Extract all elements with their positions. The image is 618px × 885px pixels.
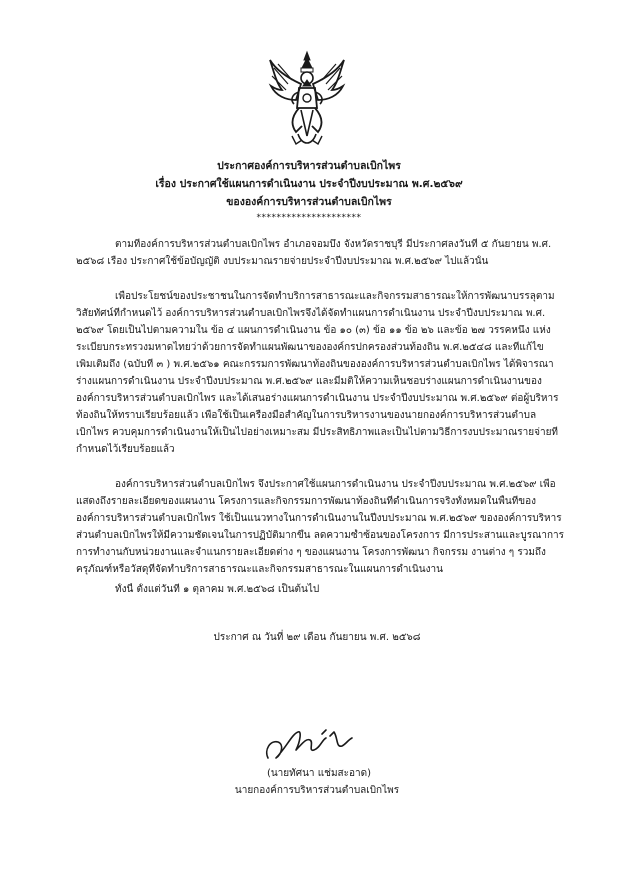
- paragraph-line: วิสัยทัศน์ที่กำหนดไว้ องค์การบริหารส่วนตำบลเบิกไพรจึงได้จัดทำแผนการดำเนินงาน ประจำปีงบประมาณ พ.ศ.: [76, 308, 546, 319]
- paragraph-line: ตามที่องค์การบริหารส่วนตำบลเบิกไพร อำเภอจอมบึง จังหวัดราชบุรี มีประกาศลงวันที่ ๕ กันยายน พ.ศ.: [115, 239, 552, 250]
- paragraph-line: องค์การบริหารส่วนตำบลเบิกไพร และได้เสนอร่างแผนการดำเนินงาน ประจำปีงบประมาณ พ.ศ.๒๕๖๙ ต่อผู้บริหาร: [76, 393, 559, 404]
- paragraph-line: ๒๕๖๙ โดยเป็นไปตามความใน ข้อ ๔ แผนการดำเนินงาน ข้อ ๑๐ (๓) ข้อ ๑๑ ข้อ ๒๖ และข้อ ๒๗ วรรคหนึ่ง แห่ง: [76, 325, 551, 336]
- paragraph-line: ครุภัณฑ์หรือวัสดุที่จัดทำบริการสาธารณะและกิจกรรมสาธารณะในแผนการดำเนินงาน: [76, 564, 443, 575]
- paragraph-line: องค์การบริหารส่วนตำบลเบิกไพร ใช้เป็นแนวทางในการดำเนินงานในปีงบประมาณ พ.ศ.๒๕๖๙ ขององค์การบริหาร: [76, 513, 562, 524]
- paragraph-line: เพื่อประโยชน์ของประชาชนในการจัดทำบริการสาธารณะและกิจกรรมสาธารณะให้การพัฒนาบรรลุตาม: [115, 291, 555, 302]
- paragraph-line: ร่างแผนการดำเนินงาน ประจำปีงบประมาณ พ.ศ.๒๕๖๙ และมีมติให้ความเห็นชอบร่างแผนการดำเนินงานของ: [76, 376, 542, 387]
- paragraph-line: แสดงถึงรายละเอียดของแผนงาน โครงการและกิจกรรมการพัฒนาท้องถิ่นที่ดำเนินการจริงทั้งหมดในพื้นที่ของ: [76, 496, 537, 507]
- paragraph-line: เบิกไพร ควบคุมการดำเนินงานให้เป็นไปอย่างเหมาะสม มีประสิทธิภาพและเป็นไปตามวิธีการงบประมาณรายจ่ายที่: [76, 427, 559, 438]
- handwritten-signature-icon: [262, 728, 357, 764]
- paragraph-line: กำหนดไว้เรียบร้อยแล้ว: [76, 444, 175, 455]
- document-subject: เรื่อง ประกาศใช้แผนการดำเนินงาน ประจำปีงบประมาณ พ.ศ.๒๕๖๙: [155, 178, 463, 190]
- separator-stars: *********************: [256, 213, 362, 223]
- paragraph-line: เพิ่มเติมถึง (ฉบับที่ ๓ ) พ.ศ.๒๕๖๑ คณะกรรมการพัฒนาท้องถิ่นขององค์การบริหารส่วนตำบลเบิกไพร ได้พิจารณา: [76, 359, 554, 370]
- paragraph-line: การทำงานกับหน่วยงานและจำแนกรายละเอียดต่าง ๆ ของแผนงาน โครงการพัฒนา กิจกรรม งานต่าง ๆ รวมถึง: [76, 547, 546, 558]
- paragraph-line: องค์การบริหารส่วนตำบลเบิกไพร จึงประกาศใช้แผนการดำเนินงาน ประจำปีงบประมาณ พ.ศ.๒๕๖๙ เพื่อ: [115, 479, 556, 490]
- signer-name: (นายทัศนา แช่มสะอาด): [266, 768, 372, 779]
- paragraph-line: ส่วนตำบลเบิกไพรให้มีความชัดเจนในการปฏิบัติมากขึ้น ลดความซ้ำซ้อนของโครงการ มีการประสานและบูรณาการ: [76, 530, 564, 541]
- effective-date: ทั้งนี้ ตั้งแต่วันที่ ๑ ตุลาคม พ.ศ.๒๕๖๘ เป็นต้นไป: [115, 584, 320, 595]
- document-title: ประกาศองค์การบริหารส่วนตำบลเบิกไพร: [217, 160, 401, 172]
- paragraph-line: ท้องถิ่นให้ทราบเรียบร้อยแล้ว เพื่อใช้เป็นเครื่องมือสำคัญในการบริหารงานของนายกองค์การบริหารส่วนตำบล: [76, 410, 537, 421]
- document-issuer: ขององค์การบริหารส่วนตำบลเบิกไพร: [226, 196, 392, 208]
- signer-title: นายกองค์การบริหารส่วนตำบลเบิกไพร: [234, 785, 400, 796]
- garuda-emblem-icon: [268, 50, 346, 150]
- paragraph-line: ๒๕๖๘ เรื่อง ประกาศใช้ข้อบัญญัติ งบประมาณรายจ่ายประจำปีงบประมาณ พ.ศ.๒๕๖๙ ไปแล้วนั้น: [76, 256, 489, 267]
- paragraph-line: ระเบียบกระทรวงมหาดไทยว่าด้วยการจัดทำแผนพัฒนาขององค์กรปกครองส่วนท้องถิ่น พ.ศ.๒๕๔๘ และที่แก้ไข: [76, 342, 544, 353]
- announcement-date: ประกาศ ณ วันที่ ๒๙ เดือน กันยายน พ.ศ. ๒๕๖๘: [213, 632, 421, 643]
